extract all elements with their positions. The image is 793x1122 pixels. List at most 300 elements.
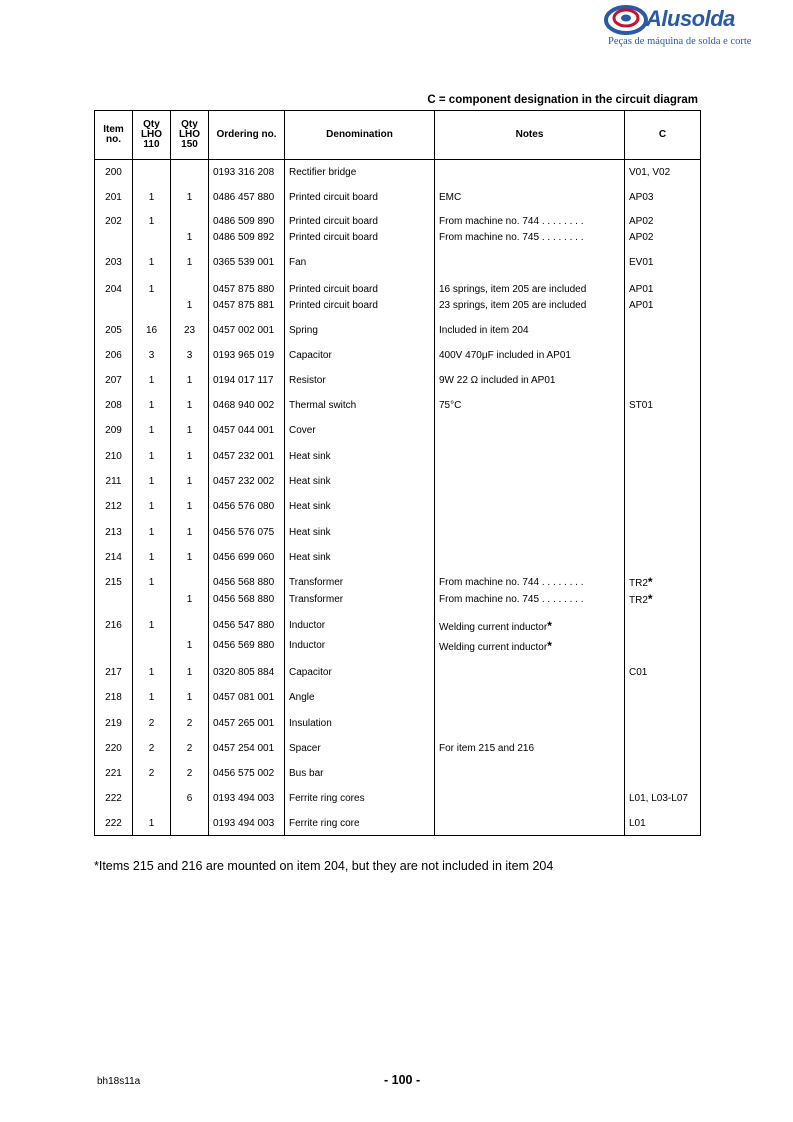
component-value: ST01	[629, 399, 653, 411]
component-cell	[625, 393, 701, 418]
footnote-asterisk: *	[547, 618, 552, 633]
ordering-no-cell	[209, 185, 285, 210]
table-row	[95, 250, 701, 278]
component-line	[629, 591, 696, 608]
notes-value: From machine no. 745 . . . . . . . .	[439, 231, 584, 243]
notes-line	[439, 636, 620, 656]
ordering-no-value: 0457 875 881	[213, 299, 275, 311]
component-cell	[625, 185, 701, 210]
qty-150-line	[171, 574, 208, 591]
component-line	[629, 423, 696, 439]
item-number: 215	[105, 576, 122, 588]
component-line	[629, 282, 696, 298]
ordering-no-value: 0457 002 001	[213, 324, 275, 336]
table-row	[95, 811, 701, 836]
notes-line	[439, 190, 620, 206]
qty-110-line	[133, 398, 170, 414]
component-line	[629, 474, 696, 490]
denomination-cell	[285, 469, 435, 494]
qty-110-value: 1	[148, 283, 155, 295]
notes-line	[439, 474, 620, 490]
component-line	[629, 230, 696, 246]
component-line	[629, 255, 696, 271]
component-line	[629, 373, 696, 389]
component-value: TR2	[629, 594, 648, 606]
table-row	[95, 545, 701, 570]
item-number-cell	[95, 520, 133, 545]
notes-line	[439, 791, 620, 807]
qty-150-cell	[171, 545, 209, 570]
denomination-cell	[285, 811, 435, 836]
alusolda-swoosh-icon	[604, 4, 650, 36]
ordering-no-line	[213, 636, 280, 656]
notes-line	[439, 449, 620, 465]
ordering-no-line	[213, 165, 280, 181]
component-line	[629, 636, 696, 656]
notes-value: Welding current inductor	[439, 641, 548, 653]
qty-150-value: 1	[186, 500, 193, 512]
denomination-value: Heat sink	[289, 450, 331, 462]
notes-cell	[435, 811, 625, 836]
denomination-value: Transformer	[289, 576, 344, 588]
notes-cell	[435, 278, 625, 318]
footnote: *Items 215 and 216 are mounted on item 204, but they are not included in item 204	[94, 859, 554, 873]
qty-110-value: 1	[148, 500, 155, 512]
component-line	[629, 499, 696, 515]
denomination-line	[289, 636, 430, 656]
qty-150-line	[171, 373, 208, 389]
notes-line	[439, 616, 620, 636]
notes-cell	[435, 494, 625, 520]
header-qty-110: Qty LHO 110	[133, 111, 171, 160]
ordering-no-line	[213, 323, 280, 339]
qty-150-cell	[171, 418, 209, 444]
component-cell	[625, 612, 701, 660]
notes-line	[439, 591, 620, 608]
qty-110-value: 1	[148, 691, 155, 703]
qty-110-cell	[133, 761, 171, 786]
ordering-no-cell	[209, 210, 285, 250]
ordering-no-value: 0456 568 880	[213, 593, 275, 605]
table-row	[95, 444, 701, 469]
brand-logo	[604, 2, 752, 50]
denomination-value: Inductor	[289, 639, 326, 651]
qty-150-cell	[171, 343, 209, 368]
item-number-cell	[95, 185, 133, 210]
notes-cell	[435, 393, 625, 418]
denomination-line	[289, 165, 430, 181]
denomination-value: Insulation	[289, 717, 332, 729]
qty-110-value: 1	[148, 817, 155, 829]
notes-line	[439, 574, 620, 591]
ordering-no-value: 0457 265 001	[213, 717, 275, 729]
notes-cell	[435, 343, 625, 368]
ordering-no-line	[213, 348, 280, 364]
item-number-cell	[95, 736, 133, 761]
ordering-no-line	[213, 423, 280, 439]
item-number-cell	[95, 160, 133, 185]
qty-150-value: 1	[186, 691, 193, 703]
component-line	[629, 190, 696, 206]
item-number: 211	[105, 475, 122, 487]
qty-110-value: 2	[148, 717, 155, 729]
qty-110-line	[133, 423, 170, 439]
qty-150-cell	[171, 278, 209, 318]
item-number: 205	[105, 324, 122, 336]
item-number: 219	[105, 717, 122, 729]
notes-line	[439, 741, 620, 757]
denomination-line	[289, 190, 430, 206]
item-number-cell	[95, 469, 133, 494]
item-number-cell	[95, 545, 133, 570]
denomination-line	[289, 214, 430, 230]
component-cell	[625, 570, 701, 612]
notes-line	[439, 550, 620, 566]
component-line	[629, 449, 696, 465]
qty-110-line	[133, 474, 170, 490]
table-row	[95, 711, 701, 736]
qty-150-line	[171, 591, 208, 608]
notes-cell	[435, 185, 625, 210]
qty-150-line	[171, 474, 208, 490]
table-row	[95, 612, 701, 660]
qty-150-value: 2	[186, 717, 193, 729]
notes-value: Welding current inductor	[439, 621, 548, 633]
qty-110-line	[133, 636, 170, 656]
page-number: - 100 -	[384, 1073, 421, 1087]
table-row	[95, 786, 701, 811]
denomination-line	[289, 574, 430, 591]
ordering-no-cell	[209, 250, 285, 278]
ordering-no-cell	[209, 343, 285, 368]
notes-cell	[435, 469, 625, 494]
notes-cell	[435, 250, 625, 278]
item-number: 210	[105, 450, 122, 462]
component-value: L01	[629, 817, 646, 829]
item-number-cell	[95, 418, 133, 444]
denomination-cell	[285, 685, 435, 711]
ordering-no-line	[213, 665, 280, 681]
component-cell	[625, 736, 701, 761]
denomination-value: Transformer	[289, 593, 344, 605]
component-line	[629, 791, 696, 807]
ordering-no-line	[213, 690, 280, 706]
notes-line	[439, 323, 620, 339]
ordering-no-line	[213, 616, 280, 636]
qty-150-cell	[171, 811, 209, 836]
notes-cell	[435, 711, 625, 736]
qty-150-cell	[171, 368, 209, 393]
ordering-no-value: 0456 568 880	[213, 576, 275, 588]
denomination-line	[289, 791, 430, 807]
denomination-cell	[285, 418, 435, 444]
table-row	[95, 278, 701, 318]
qty-150-value: 1	[186, 666, 193, 678]
denomination-line	[289, 398, 430, 414]
notes-value: 75°C	[439, 399, 462, 411]
notes-line	[439, 282, 620, 298]
ordering-no-line	[213, 816, 280, 832]
denomination-value: Heat sink	[289, 475, 331, 487]
denomination-value: Printed circuit board	[289, 283, 378, 295]
qty-150-line	[171, 255, 208, 271]
table-row	[95, 185, 701, 210]
denomination-value: Angle	[289, 691, 315, 703]
qty-110-cell	[133, 418, 171, 444]
ordering-no-value: 0456 576 075	[213, 526, 275, 538]
denomination-cell	[285, 444, 435, 469]
notes-value: EMC	[439, 191, 462, 203]
denomination-value: Heat sink	[289, 526, 331, 538]
denomination-value: Capacitor	[289, 349, 332, 361]
qty-110-cell	[133, 711, 171, 736]
ordering-no-cell	[209, 368, 285, 393]
denomination-line	[289, 423, 430, 439]
denomination-line	[289, 816, 430, 832]
component-value: AP03	[629, 191, 654, 203]
notes-line	[439, 716, 620, 732]
ordering-no-line	[213, 574, 280, 591]
notes-value: 16 springs, item 205 are included	[439, 283, 587, 295]
qty-110-line	[133, 616, 170, 636]
ordering-no-value: 0193 494 003	[213, 817, 275, 829]
qty-150-line	[171, 816, 208, 832]
component-line	[629, 348, 696, 364]
qty-110-cell	[133, 185, 171, 210]
qty-150-cell	[171, 250, 209, 278]
ordering-no-line	[213, 214, 280, 230]
qty-150-cell	[171, 444, 209, 469]
component-cell	[625, 660, 701, 685]
qty-110-cell	[133, 469, 171, 494]
component-cell	[625, 685, 701, 711]
notes-line	[439, 165, 620, 181]
denomination-cell	[285, 545, 435, 570]
table-row	[95, 210, 701, 250]
ordering-no-cell	[209, 811, 285, 836]
denomination-value: Spring	[289, 324, 318, 336]
item-number-cell	[95, 685, 133, 711]
component-line	[629, 665, 696, 681]
component-value: TR2	[629, 577, 648, 589]
item-number: 216	[105, 619, 122, 631]
denomination-cell	[285, 185, 435, 210]
ordering-no-cell	[209, 711, 285, 736]
qty-110-cell	[133, 368, 171, 393]
component-cell	[625, 469, 701, 494]
ordering-no-value: 0193 494 003	[213, 792, 275, 804]
notes-line	[439, 230, 620, 246]
qty-150-value: 1	[186, 450, 193, 462]
component-cell	[625, 278, 701, 318]
component-cell	[625, 711, 701, 736]
qty-110-cell	[133, 612, 171, 660]
qty-110-cell	[133, 393, 171, 418]
notes-value: 400V 470μF included in AP01	[439, 349, 571, 361]
qty-110-value: 1	[148, 576, 155, 588]
qty-150-line	[171, 165, 208, 181]
denomination-cell	[285, 711, 435, 736]
notes-cell	[435, 685, 625, 711]
ordering-no-line	[213, 230, 280, 246]
qty-150-line	[171, 449, 208, 465]
ordering-no-cell	[209, 612, 285, 660]
denomination-value: Ferrite ring cores	[289, 792, 365, 804]
notes-cell	[435, 786, 625, 811]
qty-150-line	[171, 716, 208, 732]
component-line	[629, 716, 696, 732]
ordering-no-value: 0194 017 117	[213, 374, 274, 386]
qty-150-cell	[171, 494, 209, 520]
qty-110-line	[133, 323, 170, 339]
qty-150-value: 1	[186, 526, 193, 538]
ordering-no-cell	[209, 160, 285, 185]
denomination-line	[289, 665, 430, 681]
component-line	[629, 766, 696, 782]
denomination-line	[289, 282, 430, 298]
qty-110-cell	[133, 318, 171, 343]
ordering-no-value: 0193 316 208	[213, 167, 275, 178]
table-row	[95, 660, 701, 685]
ordering-no-line	[213, 591, 280, 608]
ordering-no-line	[213, 741, 280, 757]
qty-110-value: 1	[148, 551, 155, 563]
table-row	[95, 494, 701, 520]
item-number: 206	[105, 349, 122, 361]
qty-110-line	[133, 298, 170, 314]
ordering-no-line	[213, 398, 280, 414]
qty-150-line	[171, 499, 208, 515]
qty-150-cell	[171, 761, 209, 786]
qty-110-cell	[133, 660, 171, 685]
qty-150-line	[171, 282, 208, 298]
table-row	[95, 318, 701, 343]
qty-110-value: 1	[148, 475, 155, 487]
ordering-no-value: 0456 699 060	[213, 551, 275, 563]
denomination-value: Thermal switch	[289, 399, 357, 411]
component-cell	[625, 418, 701, 444]
denomination-line	[289, 449, 430, 465]
component-cell	[625, 250, 701, 278]
qty-150-value: 1	[186, 191, 193, 203]
qty-110-cell	[133, 786, 171, 811]
notes-line	[439, 816, 620, 832]
item-number: 222	[105, 792, 122, 804]
qty-110-value: 3	[148, 349, 155, 361]
qty-110-line	[133, 525, 170, 541]
denomination-cell	[285, 160, 435, 185]
denomination-value: Printed circuit board	[289, 191, 378, 203]
component-cell	[625, 210, 701, 250]
table-row	[95, 469, 701, 494]
footnote-asterisk: *	[647, 591, 653, 606]
notes-line	[439, 348, 620, 364]
ordering-no-line	[213, 716, 280, 732]
ordering-no-line	[213, 373, 280, 389]
component-cell	[625, 761, 701, 786]
qty-110-cell	[133, 736, 171, 761]
qty-150-line	[171, 525, 208, 541]
qty-110-line	[133, 255, 170, 271]
component-line	[629, 690, 696, 706]
ordering-no-value: 0457 081 001	[213, 691, 275, 703]
qty-110-value: 2	[148, 742, 155, 754]
item-number: 203	[105, 256, 122, 268]
component-line	[629, 298, 696, 314]
qty-110-line	[133, 591, 170, 608]
qty-150-line	[171, 190, 208, 206]
item-number-cell	[95, 786, 133, 811]
qty-150-cell	[171, 685, 209, 711]
qty-110-cell	[133, 570, 171, 612]
denomination-cell	[285, 660, 435, 685]
ordering-no-line	[213, 550, 280, 566]
component-value: AP02	[629, 231, 654, 243]
ordering-no-value: 0457 232 001	[213, 450, 275, 462]
ordering-no-cell	[209, 685, 285, 711]
qty-150-line	[171, 550, 208, 566]
notes-line	[439, 766, 620, 782]
item-number: 209	[105, 424, 122, 436]
component-value: AP02	[629, 215, 654, 227]
denomination-line	[289, 550, 430, 566]
item-number: 221	[105, 767, 122, 779]
ordering-no-line	[213, 190, 280, 206]
notes-line	[439, 373, 620, 389]
ordering-no-value: 0457 232 002	[213, 475, 275, 487]
qty-150-value: 3	[186, 349, 193, 361]
item-number-cell	[95, 210, 133, 250]
ordering-no-line	[213, 298, 280, 314]
ordering-no-line	[213, 474, 280, 490]
denomination-cell	[285, 736, 435, 761]
denomination-line	[289, 255, 430, 271]
header-denomination: Denomination	[285, 111, 435, 160]
ordering-no-cell	[209, 494, 285, 520]
table-row	[95, 160, 701, 185]
denomination-cell	[285, 318, 435, 343]
qty-150-value: 1	[186, 231, 193, 243]
denomination-cell	[285, 278, 435, 318]
qty-110-line	[133, 816, 170, 832]
qty-150-cell	[171, 318, 209, 343]
qty-110-line	[133, 499, 170, 515]
component-line	[629, 398, 696, 414]
notes-value: From machine no. 745 . . . . . . . .	[439, 593, 584, 605]
notes-value: From machine no. 744 . . . . . . . .	[439, 215, 584, 227]
notes-line	[439, 298, 620, 314]
ordering-no-value: 0468 940 002	[213, 399, 275, 411]
item-number: 201	[105, 191, 122, 203]
qty-150-value: 1	[186, 299, 193, 311]
denomination-line	[289, 741, 430, 757]
qty-110-cell	[133, 520, 171, 545]
item-number-cell	[95, 570, 133, 612]
qty-110-line	[133, 214, 170, 230]
component-value: AP01	[629, 283, 654, 295]
qty-150-line	[171, 616, 208, 636]
component-value: L01, L03-L07	[629, 792, 688, 804]
item-number: 207	[105, 374, 122, 386]
item-number: 212	[105, 500, 122, 512]
component-value: C01	[629, 666, 648, 678]
qty-110-value: 1	[148, 666, 155, 678]
table-row	[95, 520, 701, 545]
notes-value: Included in item 204	[439, 324, 529, 336]
qty-110-line	[133, 282, 170, 298]
qty-110-cell	[133, 250, 171, 278]
denomination-value: Printed circuit board	[289, 299, 378, 311]
